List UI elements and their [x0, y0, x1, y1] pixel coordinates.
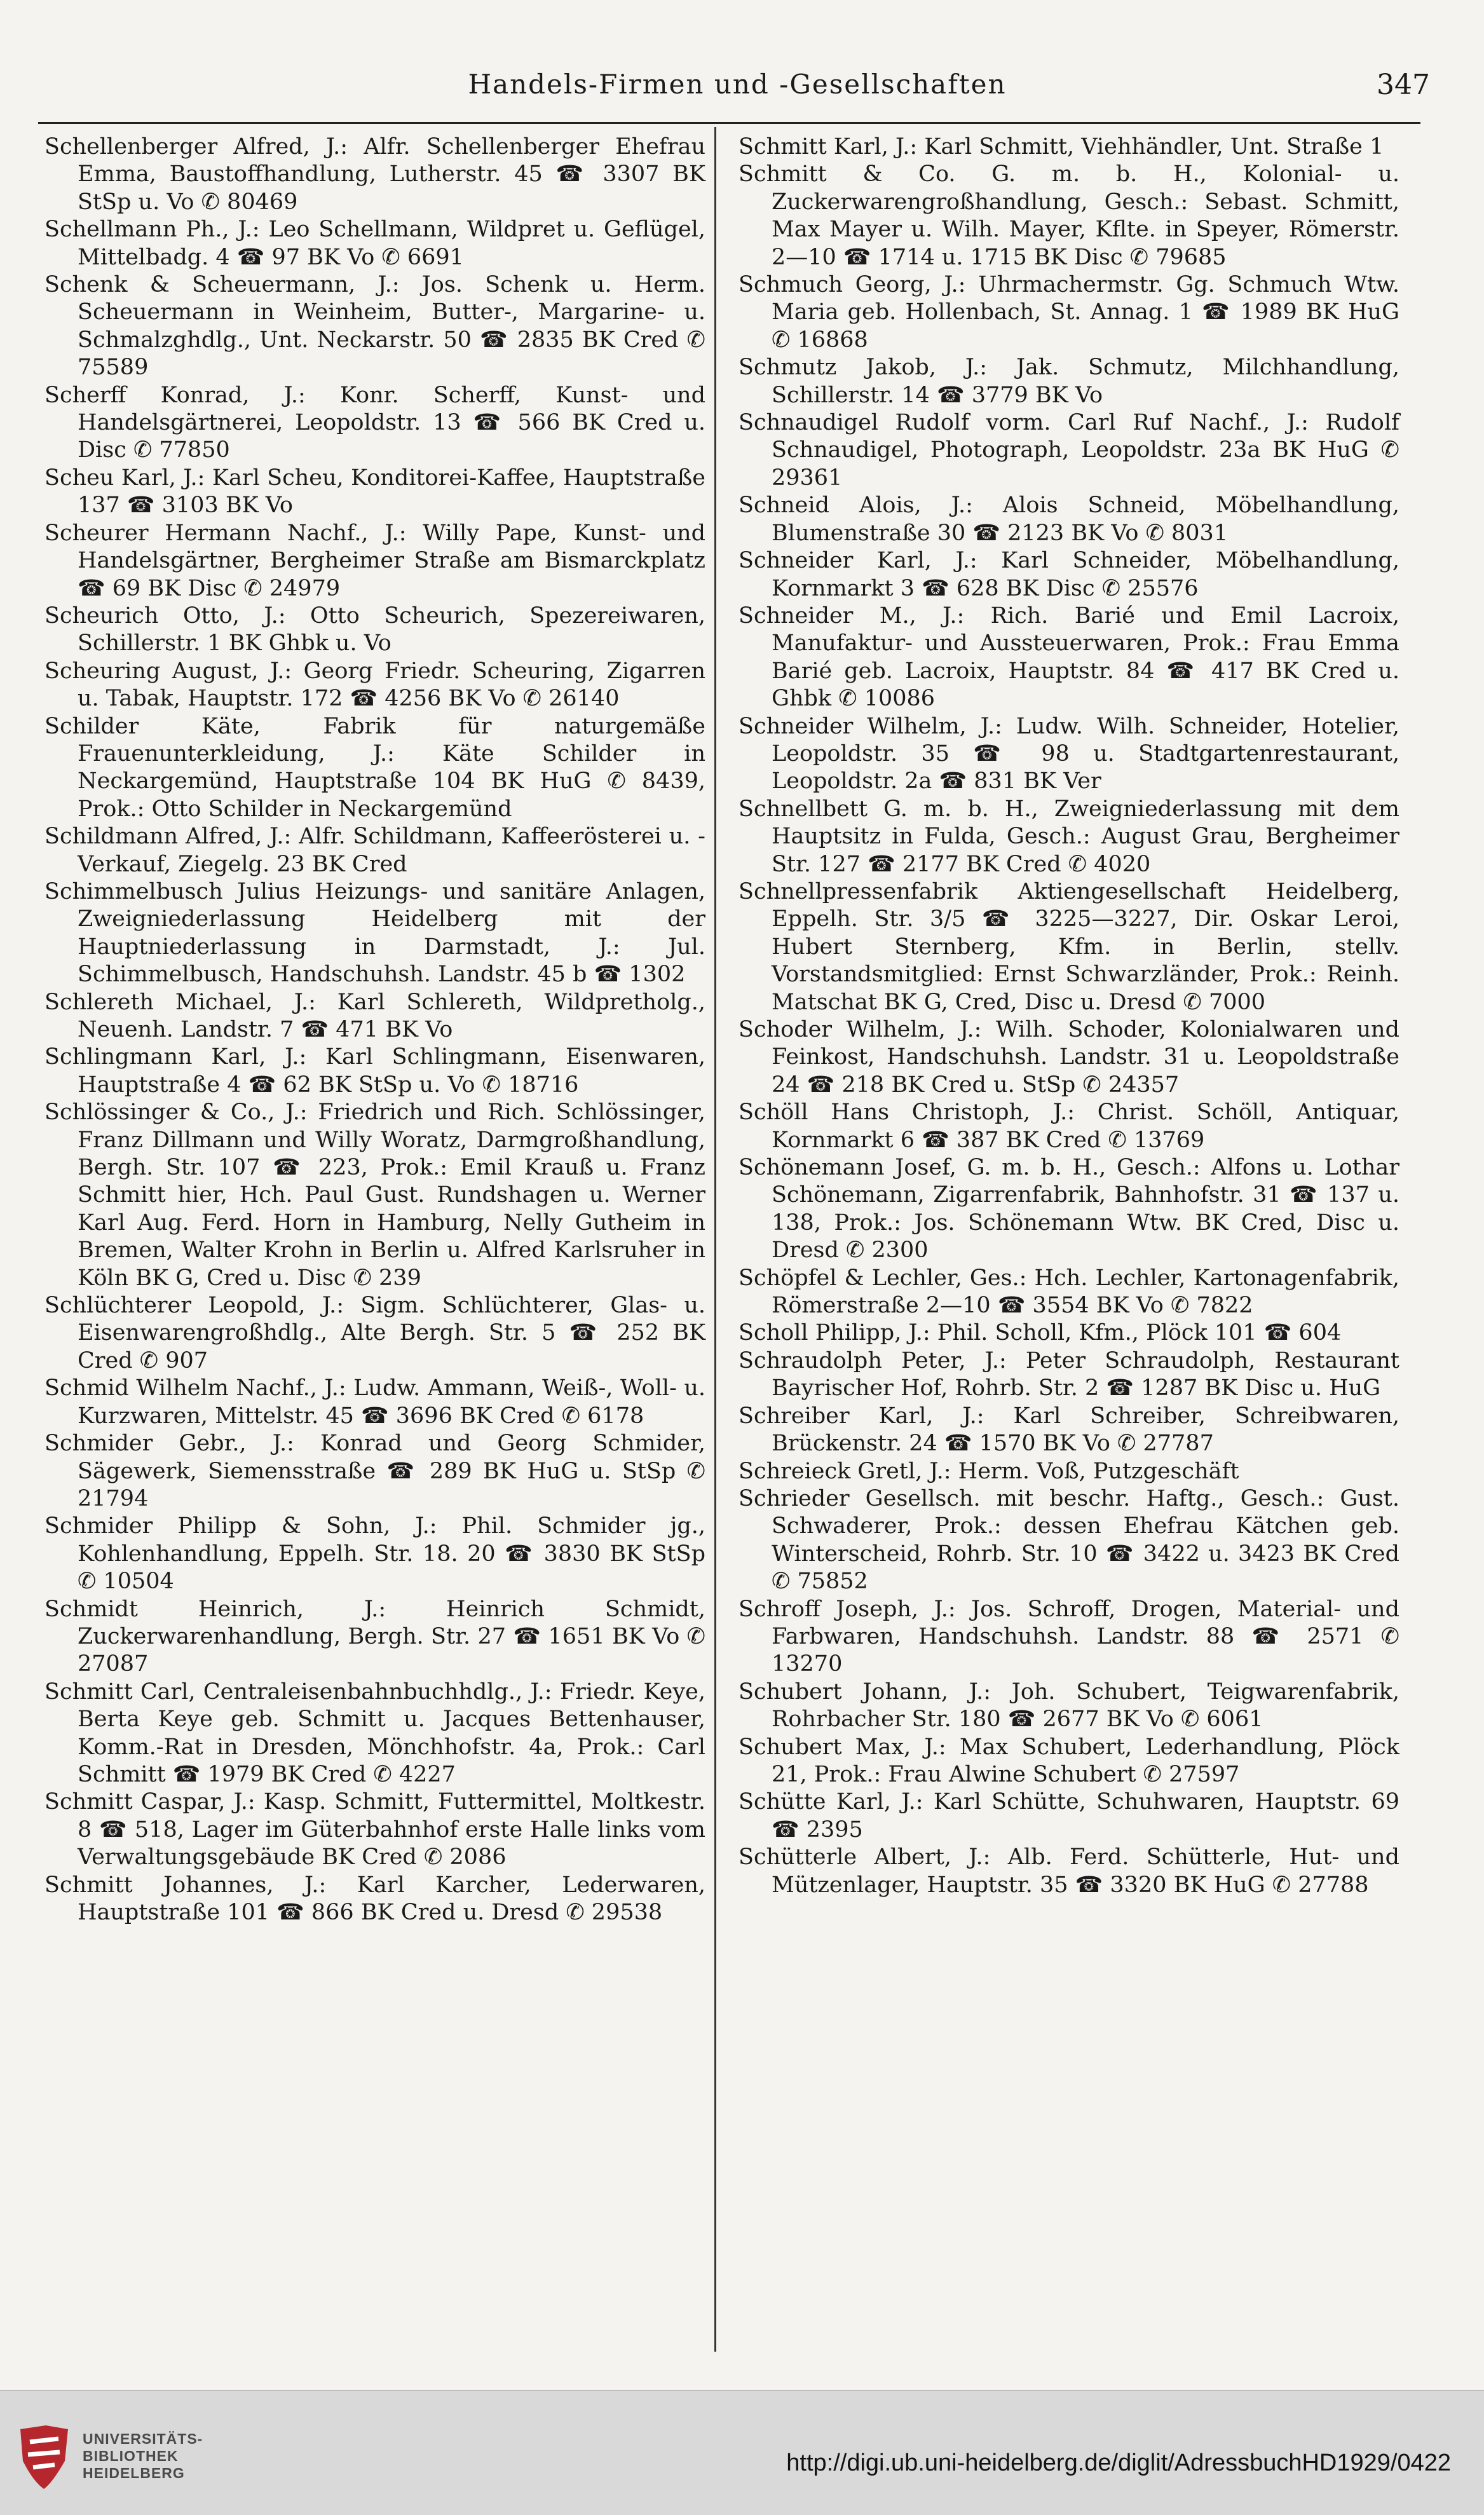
page-header [44, 69, 1430, 107]
directory-entry: Schubert Johann, J.: Joh. Schubert, Teigwarenfabrik, Rohrbacher Str. 180 ☎ 2677 BK Vo ✆ 6061 [739, 1679, 1399, 1733]
directory-entry: Schlüchterer Leopold, J.: Sigm. Schlüchterer, Glas- u. Eisenwarengroßhdlg., Alte Bergh. Str. 5 ☎ 252 BK Cred ✆ 907 [44, 1293, 705, 1373]
directory-entry: Schmitt Karl, J.: Karl Schmitt, Viehhändler, Unt. Straße 1 [739, 134, 1384, 160]
directory-entry: Schöll Hans Christoph, J.: Christ. Schöll, Antiquar, Kornmarkt 6 ☎ 387 BK Cred ✆ 13769 [739, 1100, 1399, 1153]
directory-entry: Scheurich Otto, J.: Otto Scheurich, Spezereiwaren, Schillerstr. 1 BK Ghbk u. Vo [44, 603, 705, 657]
directory-entry: Schütterle Albert, J.: Alb. Ferd. Schütterle, Hut- und Mützenlager, Hauptstr. 35 ☎ 3320 BK HuG ✆ 27788 [739, 1844, 1399, 1898]
directory-entry: Schmitt Carl, Centraleisenbahnbuchhdlg., J.: Friedr. Keye, Berta Keye geb. Schmitt u. Jacques Bettenhauser, Komm.-Rat in Dresden, Mönchhofstr. 4a, Prok.: Carl Schmitt ☎ 1979 BK Cred ✆ 4227 [44, 1679, 705, 1787]
header-rule [38, 122, 1420, 124]
directory-entry: Schmuch Georg, J.: Uhrmachermstr. Gg. Schmuch Wtw. Maria geb. Hollenbach, St. Annag. 1 ☎ 1989 BK HuG ✆ 16868 [739, 272, 1399, 353]
directory-entry: Schneider Wilhelm, J.: Ludw. Wilh. Schneider, Hotelier, Leopoldstr. 35 ☎ 98 u. Stadtgartenrestaurant, Leopoldstr. 2a ☎ 831 BK Ver [739, 713, 1399, 794]
directory-entry: Schraudolph Peter, J.: Peter Schraudolph, Restaurant Bayrischer Hof, Rohrb. Str. 2 ☎ 1287 BK Disc u. HuG [739, 1347, 1399, 1401]
right-column [739, 133, 1399, 1899]
directory-entry: Schlingmann Karl, J.: Karl Schlingmann, Eisenwaren, Hauptstraße 4 ☎ 62 BK StSp u. Vo ✆ 18716 [44, 1044, 705, 1098]
directory-entry: Schneider Karl, J.: Karl Schneider, Möbelhandlung, Kornmarkt 3 ☎ 628 BK Disc ✆ 25576 [739, 548, 1399, 601]
directory-entry: Schmidt Heinrich, J.: Heinrich Schmidt, Zuckerwarenhandlung, Bergh. Str. 27 ☎ 1651 BK Vo ✆ 27087 [44, 1596, 705, 1677]
library-logo-text [83, 2430, 203, 2482]
directory-entry: Schöpfel & Lechler, Ges.: Hch. Lechler, Kartonagenfabrik, Römerstraße 2—10 ☎ 3554 BK Vo ✆ 7822 [739, 1265, 1399, 1319]
running-title: Handels-Firmen und -Gesellschaften [468, 69, 1007, 100]
directory-entry: Schönemann Josef, G. m. b. H., Gesch.: Alfons u. Lothar Schönemann, Zigarrenfabrik, Bahnhofstr. 31 ☎ 137 u. 138, Prok.: Jos. Schönemann Wtw. BK Cred, Disc u. Dresd ✆ 2300 [739, 1155, 1399, 1264]
directory-entry: Scheurer Hermann Nachf., J.: Willy Pape, Kunst- und Handelsgärtner, Bergheimer Straße am Bismarckplatz ☎ 69 BK Disc ✆ 24979 [44, 520, 705, 601]
directory-entry: Schlössinger & Co., J.: Friedrich und Rich. Schlössinger, Franz Dillmann und Willy Woratz, Darmgroßhandlung, Bergh. Str. 107 ☎ 223, Prok.: Emil Krauß u. Franz Schmitt hier, Hch. Paul Gust. Rundshagen u. Werner Karl Aug. Ferd. Horn in Hamburg, Nelly Gutheim in Bremen, Walter Krohn in Berlin u. Alfred Karlsruher in Köln BK G, Cred u. Disc ✆ 239 [44, 1100, 705, 1291]
directory-entry: Scheuring August, J.: Georg Friedr. Scheuring, Zigarren u. Tabak, Hauptstr. 172 ☎ 4256 BK Vo ✆ 26140 [44, 658, 705, 712]
page-number: 347 [1377, 69, 1430, 101]
seal-icon [14, 2423, 74, 2493]
directory-entry: Schilder Käte, Fabrik für naturgemäße Frauenunterkleidung, J.: Käte Schilder in Neckargemünd, Hauptstraße 104 BK HuG ✆ 8439, Prok.: Otto Schilder in Neckargemünd [44, 713, 705, 822]
directory-entry: Schreieck Gretl, J.: Herm. Voß, Putzgeschäft [739, 1458, 1239, 1484]
directory-entry: Schellenberger Alfred, J.: Alfr. Schellenberger Ehefrau Emma, Baustoffhandlung, Lutherstr. 45 ☎ 3307 BK StSp u. Vo ✆ 80469 [44, 134, 705, 215]
directory-entry: Schrieder Gesellsch. mit beschr. Haftg., Gesch.: Gust. Schwaderer, Prok.: dessen Ehefrau Kätchen geb. Winterscheid, Rohrb. Str. 10 ☎ 3422 u. 3423 BK Cred ✆ 75852 [739, 1485, 1399, 1595]
directory-entry: Schmider Gebr., J.: Konrad und Georg Schmider, Sägewerk, Siemensstraße ☎ 289 BK HuG u. StSp ✆ 21794 [44, 1431, 705, 1511]
directory-entry: Scheu Karl, J.: Karl Scheu, Konditorei-Kaffee, Hauptstraße 137 ☎ 3103 BK Vo [44, 465, 705, 519]
directory-entry: Schütte Karl, J.: Karl Schütte, Schuhwaren, Hauptstr. 69 ☎ 2395 [739, 1789, 1399, 1843]
directory-entry: Schnaudigel Rudolf vorm. Carl Ruf Nachf., J.: Rudolf Schnaudigel, Photograph, Leopoldstr. 23a BK HuG ✆ 29361 [739, 410, 1399, 491]
directory-entry: Schmitt & Co. G. m. b. H., Kolonial- u. Zuckerwarengroßhandlung, Gesch.: Sebast. Schmitt, Max Mayer u. Wilh. Mayer, Kflte. in Speyer, Römerstr. 2—10 ☎ 1714 u. 1715 BK Disc ✆ 79685 [739, 161, 1399, 270]
logo-line: UNIVERSITÄTS- [83, 2430, 203, 2447]
directory-entry: Schnellpressenfabrik Aktiengesellschaft Heidelberg, Eppelh. Str. 3/5 ☎ 3225—3227, Dir. Oskar Leroi, Hubert Sternberg, Kfm. in Berlin, stellv. Vorstandsmitglied: Ernst Schwarzländer, Prok.: Reinh. Matschat BK G, Cred, Disc u. Dresd ✆ 7000 [739, 878, 1399, 1015]
directory-entry: Schneider M., J.: Rich. Barié und Emil Lacroix, Manufaktur- und Aussteuerwaren, Prok.: Frau Emma Barié geb. Lacroix, Hauptstr. 84 ☎ 417 BK Cred u. Ghbk ✆ 10086 [739, 603, 1399, 712]
directory-entry: Schenk & Scheuermann, J.: Jos. Schenk u. Herm. Scheuermann in Weinheim, Butter-, Margarine- u. Schmalzghdlg., Unt. Neckarstr. 50 ☎ 2835 BK Cred ✆ 75589 [44, 272, 705, 381]
directory-entry: Schlereth Michael, J.: Karl Schlereth, Wildpretholg., Neuenh. Landstr. 7 ☎ 471 BK Vo [44, 989, 705, 1042]
directory-entry: Schroff Joseph, J.: Jos. Schroff, Drogen, Material- und Farbwaren, Handschuhsh. Landstr. 88 ☎ 2571 ✆ 13270 [739, 1596, 1399, 1677]
logo-line: HEIDELBERG [83, 2465, 185, 2481]
directory-entry: Schmitt Johannes, J.: Karl Karcher, Lederwaren, Hauptstraße 101 ☎ 866 BK Cred u. Dresd ✆ 29538 [44, 1872, 705, 1925]
directory-entry: Schoder Wilhelm, J.: Wilh. Schoder, Kolonialwaren und Feinkost, Handschuhsh. Landstr. 31 u. Leopoldstraße 24 ☎ 218 BK Cred u. StSp ✆ 24357 [739, 1017, 1399, 1098]
directory-entry: Schmider Philipp & Sohn, J.: Phil. Schmider jg., Kohlenhandlung, Eppelh. Str. 18. 20 ☎ 3830 BK StSp ✆ 10504 [44, 1513, 705, 1595]
directory-entry: Schneid Alois, J.: Alois Schneid, Möbelhandlung, Blumenstraße 30 ☎ 2123 BK Vo ✆ 8031 [739, 493, 1399, 546]
directory-entry: Schmid Wilhelm Nachf., J.: Ludw. Ammann, Weiß-, Woll- u. Kurzwaren, Mittelstr. 45 ☎ 3696 BK Cred ✆ 6178 [44, 1375, 705, 1429]
left-column [44, 133, 705, 1926]
logo-line: BIBLIOTHEK [83, 2448, 179, 2464]
directory-entry: Schnellbett G. m. b. H., Zweigniederlassung mit dem Hauptsitz in Fulda, Gesch.: August Grau, Bergheimer Str. 127 ☎ 2177 BK Cred ✆ 4020 [739, 796, 1399, 877]
directory-entry: Scherff Konrad, J.: Konr. Scherff, Kunst- und Handelsgärtnerei, Leopoldstr. 13 ☎ 566 BK Cred u. Disc ✆ 77850 [44, 382, 705, 463]
directory-entry: Schreiber Karl, J.: Karl Schreiber, Schreibwaren, Brückenstr. 24 ☎ 1570 BK Vo ✆ 27787 [739, 1403, 1399, 1457]
source-url-link[interactable]: http://digi.ub.uni-heidelberg.de/diglit/AdressbuchHD1929/0422 [786, 2450, 1451, 2476]
viewer-footer [0, 2390, 1484, 2515]
directory-entry: Schmitt Caspar, J.: Kasp. Schmitt, Futtermittel, Moltkestr. 8 ☎ 518, Lager im Güterbahnhof erste Halle links vom Verwaltungsgebäude BK Cred ✆ 2086 [44, 1789, 705, 1871]
directory-entry: Schmutz Jakob, J.: Jak. Schmutz, Milchhandlung, Schillerstr. 14 ☎ 3779 BK Vo [739, 355, 1399, 408]
directory-entry: Schimmelbusch Julius Heizungs- und sanitäre Anlagen, Zweigniederlassung Heidelberg mit der Hauptniederlassung in Darmstadt, J.: Jul. Schimmelbusch, Handschuhsh. Landstr. 45 b ☎ 1302 [44, 878, 705, 988]
column-divider [714, 127, 716, 2352]
directory-entry: Schellmann Ph., J.: Leo Schellmann, Wildpret u. Geflügel, Mittelbadg. 4 ☎ 97 BK Vo ✆ 6691 [44, 217, 705, 270]
directory-entry: Schildmann Alfred, J.: Alfr. Schildmann, Kaffeerösterei u. -Verkauf, Ziegelg. 23 BK Cred [44, 824, 705, 877]
directory-entry: Scholl Philipp, J.: Phil. Scholl, Kfm., Plöck 101 ☎ 604 [739, 1320, 1342, 1346]
directory-entry: Schubert Max, J.: Max Schubert, Lederhandlung, Plöck 21, Prok.: Frau Alwine Schubert ✆ 27597 [739, 1734, 1399, 1787]
